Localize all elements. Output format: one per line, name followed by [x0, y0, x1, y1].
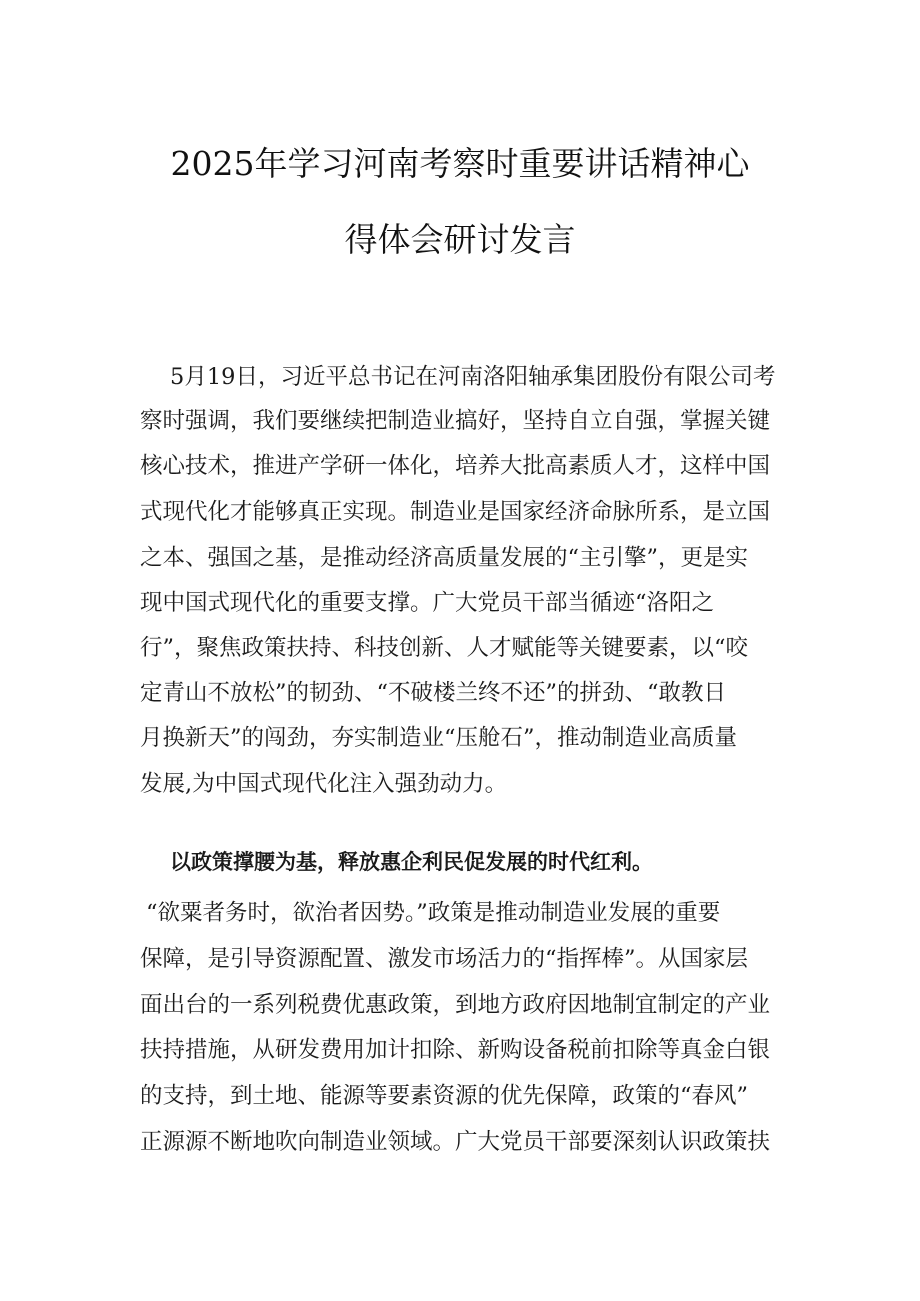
paragraph-2-line-6: 正源源不断地吹向制造业领域。广大党员干部要深刻认识政策扶: [140, 1129, 771, 1155]
paragraph-2-line-1: “欲粟者务时，欲治者因势。”政策是推动制造业发展的重要: [146, 900, 721, 926]
paragraph-1-line-1: 5月19日，习近平总书记在河南洛阳轴承集团股份有限公司考: [170, 364, 776, 390]
paragraph-1-line-10: 发展,为中国式现代化注入强劲动力。: [140, 771, 508, 797]
paragraph-2-line-3: 面出台的一系列税费优惠政策，到地方政府因地制宜制定的产业: [140, 992, 771, 1018]
paragraph-1-line-6: 现中国式现代化的重要支撑。广大党员干部当循迹“洛阳之: [140, 590, 715, 616]
paragraph-1-line-2: 察时强调，我们要继续把制造业搞好，坚持自立自强，掌握关键: [140, 408, 771, 434]
document-title-line-2: 得体会研讨发言: [344, 220, 576, 259]
paragraph-1-line-4: 式现代化才能够真正实现。制造业是国家经济命脉所系，是立国: [140, 499, 771, 525]
paragraph-2-line-2: 保障，是引导资源配置、激发市场活力的“指挥棒”。从国家层: [140, 946, 749, 972]
document-title-line-1: 2025年学习河南考察时重要讲话精神心: [170, 144, 750, 183]
paragraph-1-line-9: 月换新天”的闯劲，夯实制造业“压舱石”，推动制造业高质量: [140, 725, 738, 751]
paragraph-2-line-5: 的支持，到土地、能源等要素资源的优先保障，政策的“春风”: [140, 1083, 749, 1109]
paragraph-1-line-3: 核心技术，推进产学研一体化，培养大批高素质人才，这样中国: [140, 453, 771, 479]
paragraph-1-line-7: 行”，聚焦政策扶持、科技创新、人才赋能等关键要素，以“咬: [140, 635, 749, 661]
paragraph-1-line-5: 之本、强国之基，是推动经济高质量发展的“主引擎”，更是实: [140, 545, 749, 571]
paragraph-1-line-8: 定青山不放松”的韧劲、“不破楼兰终不还”的拼劲、“敢教日: [140, 680, 727, 706]
section-heading-1: 以政策撑腰为基，释放惠企利民促发展的时代红利。: [170, 850, 653, 874]
paragraph-2-line-4: 扶持措施，从研发费用加计扣除、新购设备税前扣除等真金白银: [140, 1037, 771, 1063]
